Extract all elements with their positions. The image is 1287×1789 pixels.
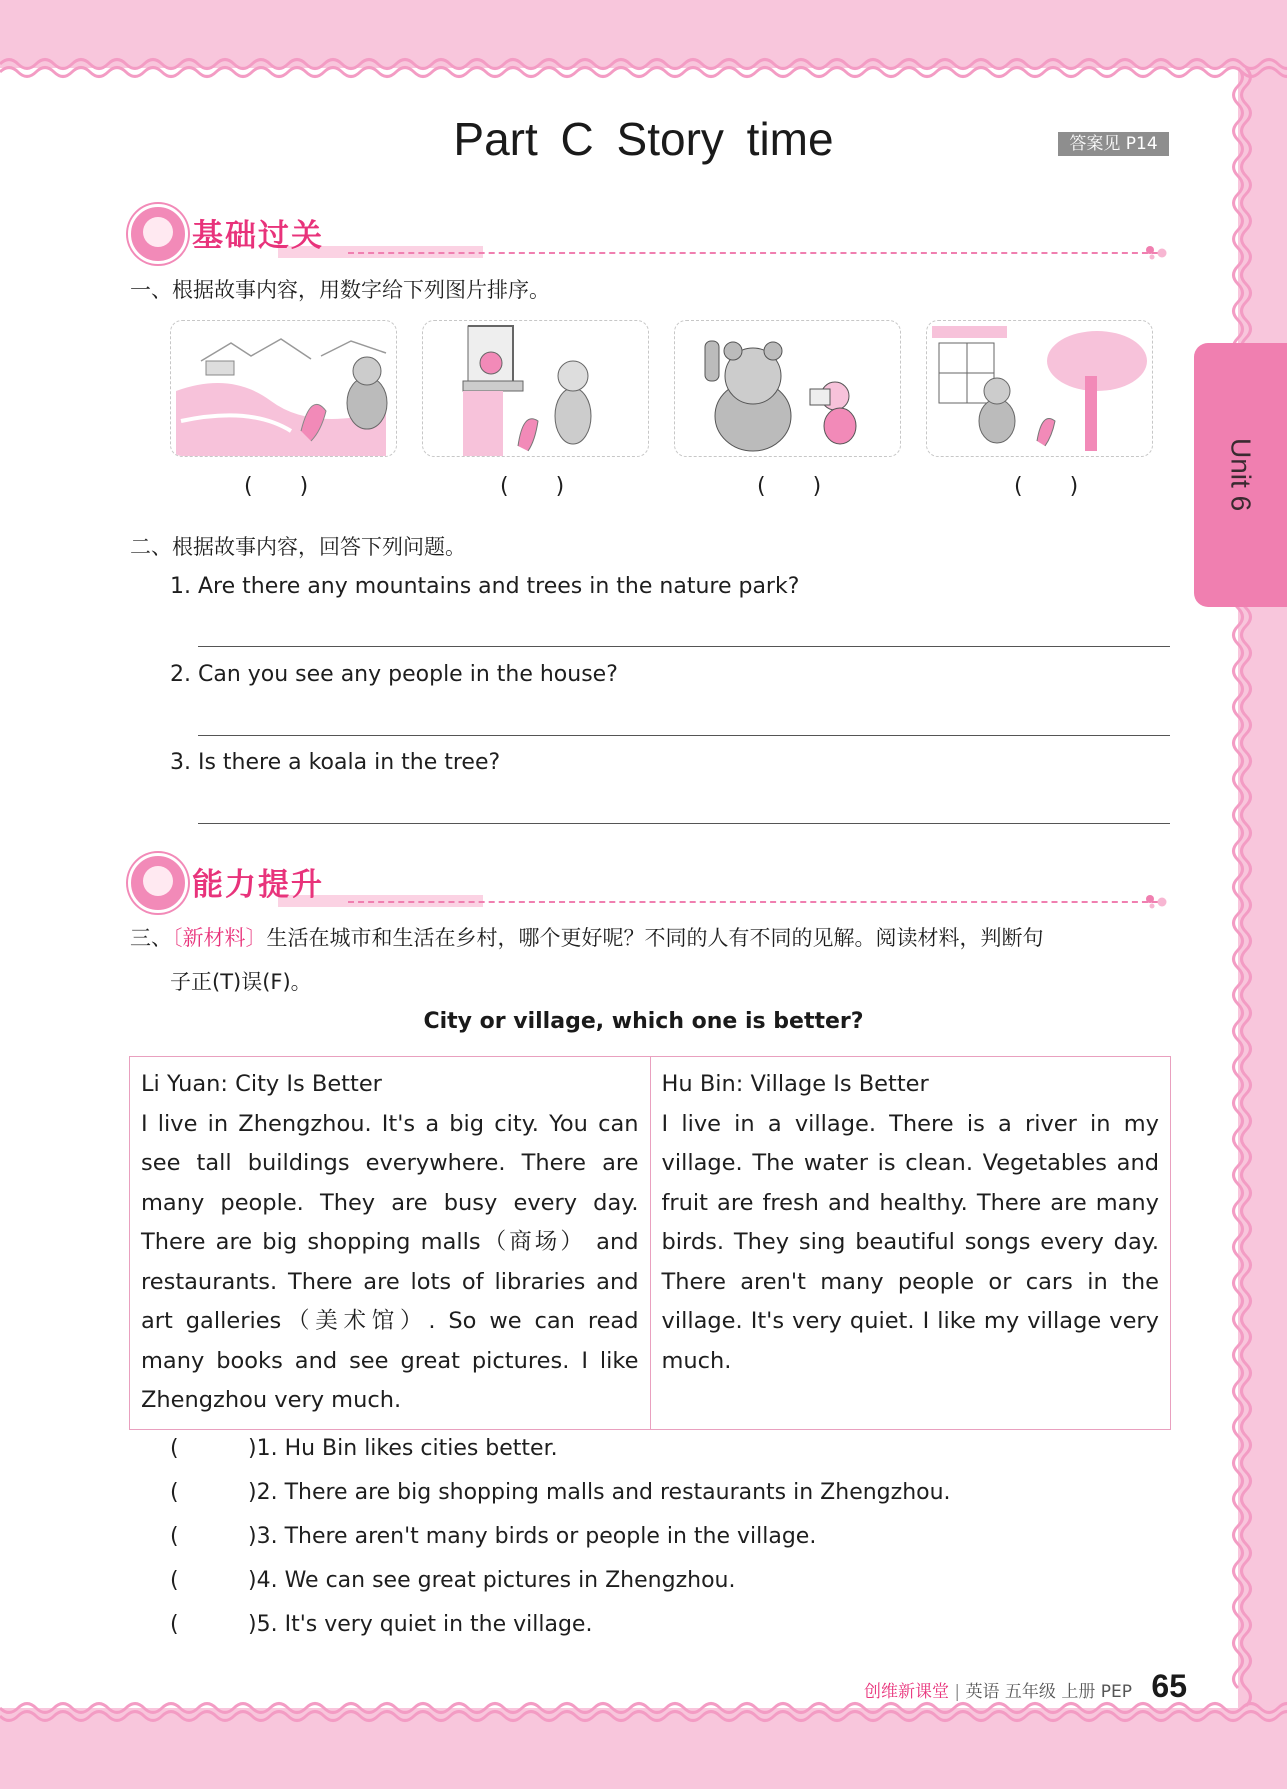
answer-line-1[interactable]: [198, 646, 1170, 647]
q3-prefix: 三、: [130, 926, 172, 950]
tf-statement-4: ( )4. We can see great pictures in Zhengzhou.: [170, 1568, 736, 1593]
tf-blank-1[interactable]: (: [170, 1436, 179, 1461]
section-heading-basic: [128, 204, 1168, 262]
q3-instruction-line1: [130, 922, 1044, 952]
passage-left: [130, 1057, 651, 1430]
passage-table: [129, 1056, 1171, 1430]
passage-title: City or village, which one is better?: [423, 1009, 864, 1034]
tf-blank-5[interactable]: (: [170, 1612, 179, 1637]
q3-instruction-line2: 子正(T)误(F)。: [170, 970, 312, 994]
q1-instruction: 一、根据故事内容，用数字给下列图片排序。: [130, 278, 550, 302]
tf-blank-3[interactable]: (: [170, 1524, 179, 1549]
section-heading-advanced: [128, 853, 1168, 911]
right-passage-title: Hu Bin: Village Is Better: [661, 1071, 929, 1097]
dots-decoration-icon: [1144, 893, 1174, 909]
answer-reference-badge: 答案见 P14: [1058, 132, 1169, 156]
tf-statement-2: ( )2. There are big shopping malls and restaurants in Zhengzhou.: [170, 1480, 951, 1505]
dots-decoration-icon: [1144, 244, 1174, 260]
boy-avatar-icon: [128, 853, 188, 913]
footer-info: 英语 五年级 上册 PEP: [965, 1682, 1132, 1702]
new-material-tag: 〔新材料〕: [172, 926, 267, 950]
picture-3-blank[interactable]: ( ): [757, 474, 842, 499]
q2-question-2: 2. Can you see any people in the house?: [170, 662, 618, 687]
picture-4-blank[interactable]: ( ): [1014, 474, 1099, 499]
house-window-icon: [423, 321, 648, 456]
answer-line-3[interactable]: [198, 823, 1170, 824]
left-passage-title: Li Yuan: City Is Better: [141, 1071, 382, 1097]
unit-tab-label: Unit 6: [1225, 438, 1257, 512]
picture-2-blank[interactable]: ( ): [500, 474, 585, 499]
tf-blank-2[interactable]: (: [170, 1480, 179, 1505]
bear-squirrel-icon: [675, 321, 900, 456]
page-footer: [864, 1668, 1187, 1705]
q2-question-1: 1. Are there any mountains and trees in the nature park?: [170, 574, 800, 599]
picture-1-blank[interactable]: ( ): [244, 474, 329, 499]
tf-statement-3: ( )3. There aren't many birds or people in the village.: [170, 1524, 817, 1549]
dashed-divider: [348, 252, 1158, 254]
passage-right: [650, 1057, 1171, 1430]
right-passage-text: I live in a village. There is a river in my village. The water is clean. Vegetables and fruit are fresh and healthy. There are many birds. They sing beautiful songs every day. There aren't many people or cars in the village. It's very quiet. I like my village very much.: [661, 1110, 1159, 1374]
unit-tab: [1194, 343, 1287, 607]
tf-blank-4[interactable]: (: [170, 1568, 179, 1593]
picture-2: [422, 320, 649, 457]
tf-statement-5: ( )5. It's very quiet in the village.: [170, 1612, 593, 1637]
footer-brand: 创维新课堂: [863, 1682, 949, 1702]
tree-house-icon: [927, 321, 1152, 456]
picture-4: [926, 320, 1153, 457]
girl-avatar-icon: [128, 204, 188, 264]
answer-line-2[interactable]: [198, 735, 1170, 736]
q3-instruction-text: 生活在城市和生活在乡村，哪个更好呢？不同的人有不同的见解。阅读材料，判断句: [266, 926, 1044, 950]
section-heading-text: 能力提升: [192, 867, 324, 903]
section-heading-text: 基础过关: [192, 218, 324, 254]
left-passage-text: I live in Zhengzhou. It's a big city. You can see tall buildings everywhere. There are many people. They are busy every day. There are big shopping malls（商场） and restaurants. There are lots of libraries and art galleries（美术馆）. So we can read many books and see great pictures. I like Zhengzhou very much.: [141, 1110, 639, 1413]
footer-separator: |: [954, 1682, 961, 1702]
dashed-divider: [348, 901, 1158, 903]
picture-3: [674, 320, 901, 457]
page-title: Part C Story time: [453, 113, 834, 165]
q2-question-3: 3. Is there a koala in the tree?: [170, 750, 501, 775]
nature-park-icon: [171, 321, 396, 456]
picture-1: [170, 320, 397, 457]
q2-instruction: 二、根据故事内容，回答下列问题。: [130, 535, 466, 559]
tf-statement-1: ( )1. Hu Bin likes cities better.: [170, 1436, 558, 1461]
page-number: 65: [1151, 1668, 1187, 1704]
